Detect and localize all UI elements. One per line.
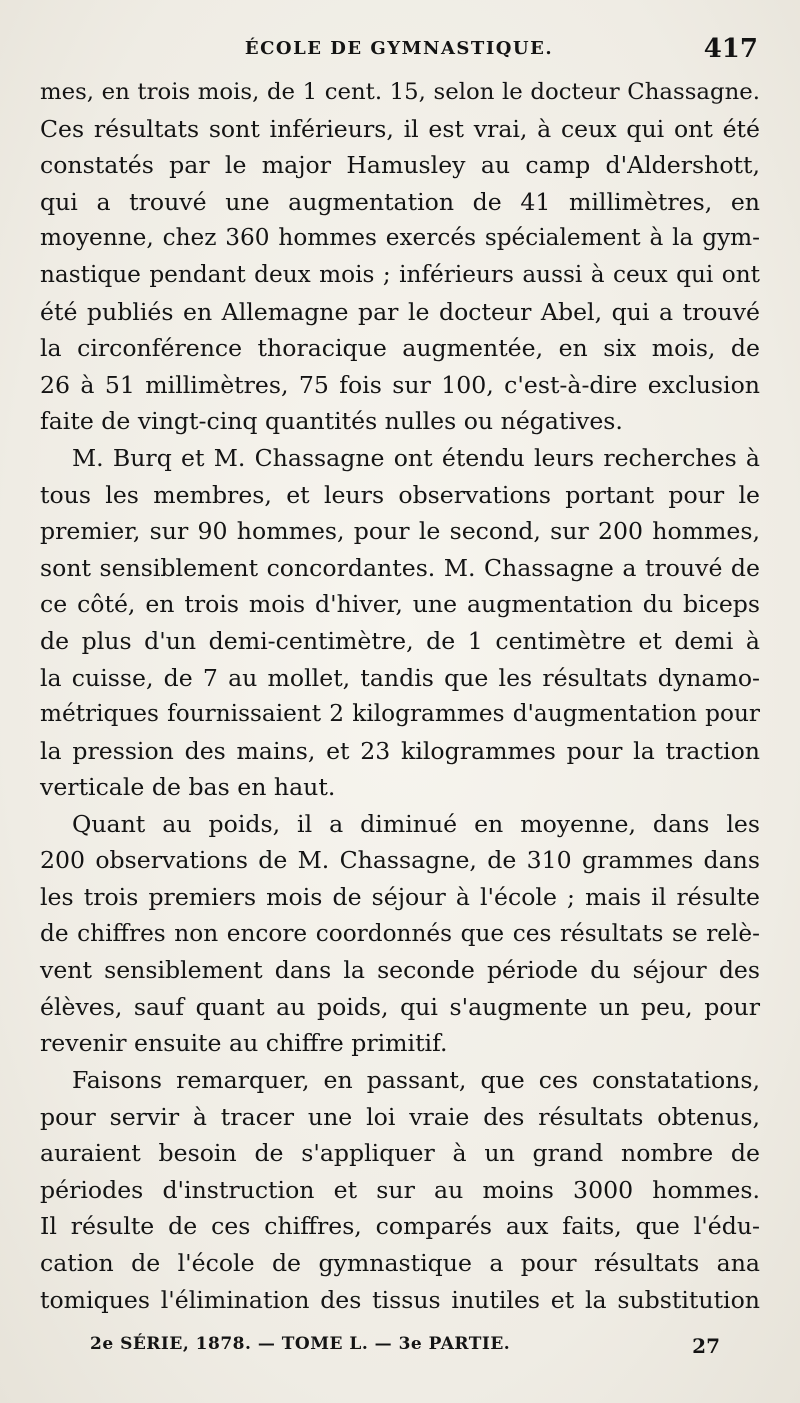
text-line: Ces résultats sont inférieurs, il est vrai, à ceux qui ont été: [40, 114, 760, 143]
text-line: sont sensiblement concordantes. M. Chassagne a trouvé de: [40, 553, 760, 582]
text-line: pour servir à tracer une loi vraie des résultats obtenus,: [40, 1102, 760, 1131]
text-line: les trois premiers mois de séjour à l'école ; mais il résulte: [40, 883, 760, 912]
text-line: la circonférence thoracique augmentée, en six mois, de: [40, 334, 760, 363]
page-number: 417: [703, 34, 758, 64]
text-line: nastique pendant deux mois ; inférieurs aussi à ceux qui ont: [40, 260, 760, 288]
printer-signature: 2e SÉRIE, 1878. — TOME L. — 3e PARTIE.: [90, 1334, 511, 1354]
text-line: cation de l'école de gymnastique a pour résultats ana: [40, 1249, 760, 1277]
text-line: élèves, sauf quant au poids, qui s'augmente un peu, pour: [40, 992, 760, 1021]
text-line: 200 observations de M. Chassagne, de 310 grammes dans: [40, 846, 760, 875]
running-title: ÉCOLE DE GYMNASTIQUE.: [244, 38, 554, 59]
text-line: Il résulte de ces chiffres, comparés aux faits, que l'édu-: [40, 1212, 760, 1241]
text-line: mes, en trois mois, de 1 cent. 15, selon le docteur Chassagne.: [40, 79, 760, 105]
text-line: périodes d'instruction et sur au moins 3000 hommes.: [40, 1175, 760, 1204]
page-footer: [90, 1334, 720, 1364]
text-line: tous les membres, et leurs observations portant pour le: [40, 480, 760, 509]
text-line: auraient besoin de s'appliquer à un grand nombre de: [40, 1139, 760, 1168]
text-line: vent sensiblement dans la seconde période du séjour des: [40, 956, 760, 985]
text-line: qui a trouvé une augmentation de 41 millimètres, en: [40, 187, 760, 216]
text-line: tomiques l'élimination des tissus inutiles et la substitution: [40, 1285, 760, 1314]
text-line: verticale de bas en haut.: [40, 773, 336, 802]
text-line: métriques fournissaient 2 kilogrammes d'augmentation pour: [40, 700, 760, 728]
text-line: Faisons remarquer, en passant, que ces constatations,: [72, 1066, 760, 1095]
text-line: de chiffres non encore coordonnés que ces résultats se relè-: [40, 919, 760, 947]
text-line: été publiés en Allemagne par le docteur Abel, qui a trouvé: [40, 297, 760, 326]
text-line: faite de vingt-cinq quantités nulles ou négatives.: [40, 407, 623, 436]
text-line: ce côté, en trois mois d'hiver, une augmentation du biceps: [40, 590, 760, 619]
text-line: la pression des mains, et 23 kilogrammes pour la traction: [40, 736, 760, 765]
page-header: [40, 34, 758, 68]
text-line: revenir ensuite au chiffre primitif.: [40, 1029, 448, 1058]
text-line: moyenne, chez 360 hommes exercés spécialement à la gym-: [40, 224, 760, 252]
text-line: premier, sur 90 hommes, pour le second, sur 200 hommes,: [40, 517, 760, 546]
text-line: M. Burq et M. Chassagne ont étendu leurs recherches à: [72, 443, 760, 472]
text-line: de plus d'un demi-centimètre, de 1 centimètre et demi à: [40, 626, 760, 655]
text-line: la cuisse, de 7 au mollet, tandis que les résultats dynamo-: [40, 663, 760, 692]
text-line: constatés par le major Hamusley au camp d'Aldershott,: [40, 151, 760, 180]
body-text: [40, 74, 760, 1318]
text-line: 26 à 51 millimètres, 75 fois sur 100, c'est-à-dire exclusion: [40, 370, 760, 399]
text-line: Quant au poids, il a diminué en moyenne, dans les: [72, 809, 760, 838]
sheet-number: 27: [692, 1334, 720, 1358]
